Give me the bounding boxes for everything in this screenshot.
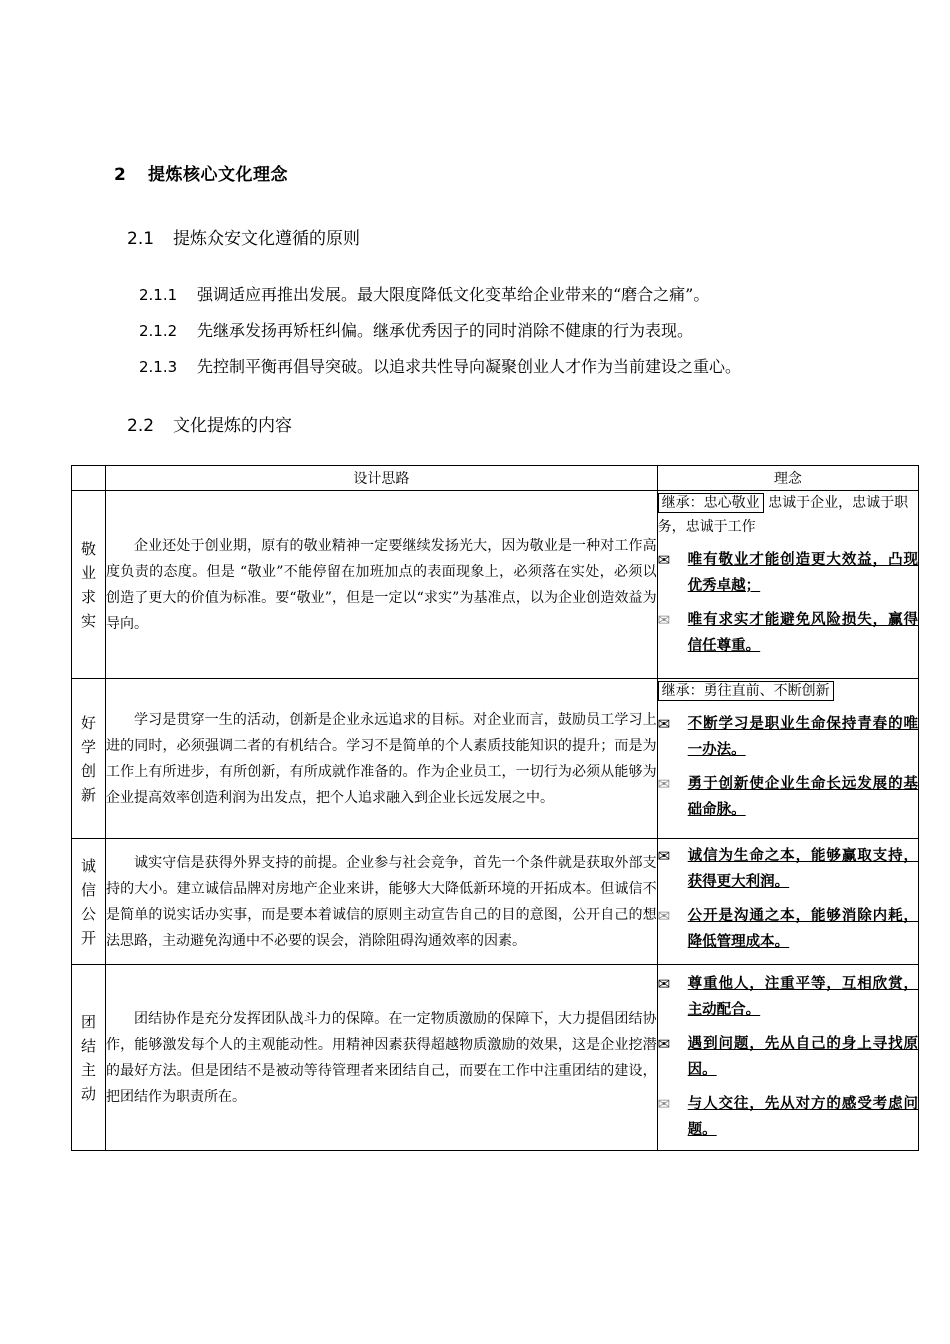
header-empty <box>72 466 106 491</box>
table-row <box>72 839 919 965</box>
row-label: 敬 业 求 实 <box>72 491 106 679</box>
row-description: 学习是贯穿一生的活动，创新是企业永远追求的目标。对企业而言，鼓励员工学习上进的同时，必须强调二者的有机结合。学习不是简单的个人素质技能知识的提升；而是为工作上有所进步，有所创新，有所成就作准备的。作为企业员工，一切行为必须从能够为企业提高效率创造利润为出发点，把个人追求融入到企业长远发展之中。 <box>106 679 658 839</box>
principle-item <box>139 282 709 305</box>
concept-text: 诚信为生命之本，能够赢取支持，获得更大利润。 <box>687 847 918 890</box>
concept-text: 勇于创新使企业生命长远发展的基础命脉。 <box>687 775 918 818</box>
row-label: 团 结 主 动 <box>72 965 106 1151</box>
section-heading <box>114 160 288 185</box>
row-concept <box>657 965 918 1151</box>
subsection-heading-2-2 <box>127 411 292 436</box>
table-row <box>72 679 919 839</box>
envelope-icon: ✉ <box>657 551 671 569</box>
inherit-note <box>658 679 918 703</box>
concept-text: 公开是沟通之本，能够消除内耗，降低管理成本。 <box>687 907 918 950</box>
envelope-icon: ✉ <box>657 1035 671 1053</box>
concept-point <box>658 843 918 895</box>
subsection-number: 2.2 <box>127 416 155 436</box>
culture-table <box>71 465 919 1151</box>
principle-text: 先控制平衡再倡导突破。以追求共性导向凝聚创业人才作为当前建设之重心。 <box>197 357 742 376</box>
section-number: 2 <box>114 165 127 185</box>
concept-text: 唯有求实才能避免风险损失，赢得信任尊重。 <box>687 611 918 654</box>
row-label: 诚 信 公 开 <box>72 839 106 965</box>
principle-number: 2.1.3 <box>139 358 178 376</box>
concept-text: 不断学习是职业生命保持青春的唯一办法。 <box>687 715 918 758</box>
envelope-icon: ✉ <box>657 715 671 733</box>
concept-point <box>658 711 918 763</box>
envelope-light-icon: ✉ <box>657 1095 671 1113</box>
subsection-heading-2-1 <box>127 224 360 249</box>
principle-text: 强调适应再推出发展。最大限度降低文化变革给企业带来的“磨合之痛”。 <box>197 285 710 304</box>
row-description: 团结协作是充分发挥团队战斗力的保障。在一定物质激励的保障下，大力提倡团结协作，能够激发每个人的主观能动性。用精神因素获得超越物质激励的效果，这是企业挖潜的最好方法。但是团结不是被动等待管理者来团结自己，而要在工作中注重团结的建设，把团结作为职责所在。 <box>106 965 658 1151</box>
principle-number: 2.1.1 <box>139 286 178 304</box>
subsection-title: 文化提炼的内容 <box>173 416 292 436</box>
concept-point <box>658 971 918 1023</box>
envelope-icon: ✉ <box>657 975 671 993</box>
concept-point <box>658 547 918 599</box>
concept-text: 与人交往，先从对方的感受考虑问题。 <box>687 1095 918 1138</box>
envelope-light-icon: ✉ <box>657 611 671 629</box>
header-concept: 理念 <box>657 466 918 491</box>
row-concept <box>657 679 918 839</box>
principle-text: 先继承发扬再矫枉纠偏。继承优秀因子的同时消除不健康的行为表现。 <box>197 321 694 340</box>
concept-text: 遇到问题，先从自己的身上寻找原因。 <box>687 1035 918 1078</box>
inherit-boxed: 继承：勇往直前、不断创新 <box>658 681 834 701</box>
subsection-number: 2.1 <box>127 229 155 249</box>
inherit-boxed: 继承：忠心敬业 <box>658 493 764 513</box>
concept-point <box>658 1031 918 1083</box>
row-label: 好 学 创 新 <box>72 679 106 839</box>
principle-item <box>139 318 693 341</box>
inherit-rest: 忠诚于企业，忠诚于职务，忠诚于工作 <box>657 495 909 535</box>
inherit-note <box>658 491 918 539</box>
row-description: 企业还处于创业期，原有的敬业精神一定要继续发扬光大，因为敬业是一种对工作高度负责的态度。但是 “敬业”不能停留在加班加点的表面现象上，必须落在实处，必须以创造了更大的价值为标准。要“敬业”，但是一定以“求实”为基准点，以为企业创造效益为导向。 <box>106 491 658 679</box>
table-row <box>72 491 919 679</box>
row-description: 诚实守信是获得外界支持的前提。企业参与社会竞争，首先一个条件就是获取外部支持的大小。建立诚信品牌对房地产企业来讲，能够大大降低新环境的开拓成本。但诚信不是简单的说实话办实事，而是要本着诚信的原则主动宣告自己的目的意图，公开自己的想法思路，主动避免沟通中不必要的误会，消除阻碍沟通效率的因素。 <box>106 839 658 965</box>
section-title: 提炼核心文化理念 <box>148 165 288 185</box>
concept-point <box>658 903 918 955</box>
envelope-light-icon: ✉ <box>657 907 671 925</box>
row-concept <box>657 491 918 679</box>
concept-point <box>658 1091 918 1143</box>
principle-item <box>139 354 741 377</box>
header-design-idea: 设计思路 <box>106 466 658 491</box>
envelope-icon: ✉ <box>657 847 671 865</box>
table-row <box>72 965 919 1151</box>
envelope-light-icon: ✉ <box>657 775 671 793</box>
row-concept <box>657 839 918 965</box>
principle-number: 2.1.2 <box>139 322 178 340</box>
concept-point <box>658 607 918 659</box>
subsection-title: 提炼众安文化遵循的原则 <box>173 229 360 249</box>
concept-point <box>658 771 918 823</box>
concept-text: 尊重他人，注重平等，互相欣赏，主动配合。 <box>687 975 918 1018</box>
concept-text: 唯有敬业才能创造更大效益，凸现优秀卓越； <box>687 551 918 594</box>
table-header-row <box>72 466 919 491</box>
